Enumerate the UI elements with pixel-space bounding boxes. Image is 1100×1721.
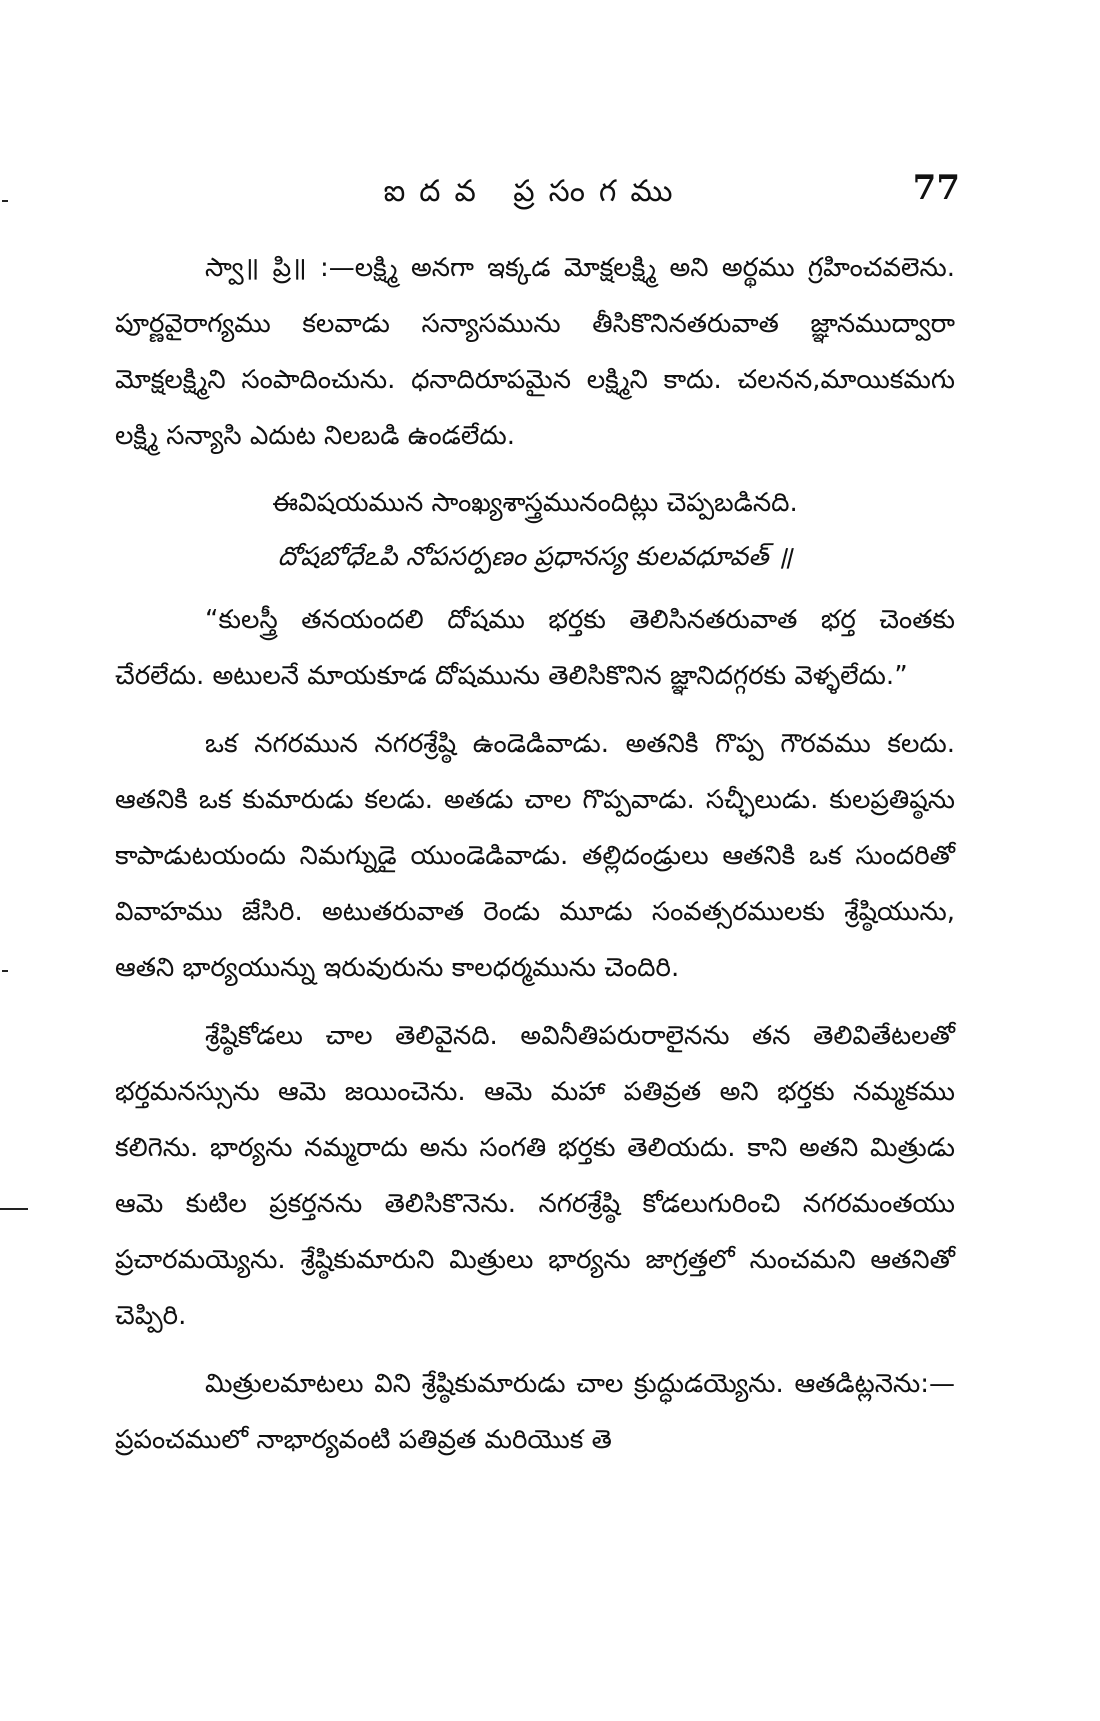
- page-header: [110, 168, 960, 228]
- paragraph-friends-words: మిత్రులమాటలు విని శ్రేష్ఠికుమారుడు చాల క్రుద్ధుడయ్యెను. ఆతడిట్లనెను:— ప్రపంచములో నాభార్యవంటి పతివ్రత మరియొక తె: [115, 1369, 955, 1455]
- scan-edge-mark: [2, 970, 8, 972]
- paragraph-sankhya-intro: ఈవిషయమున సాంఖ్యశాస్త్రమునందిట్లు చెప్పబడినది.: [272, 488, 798, 518]
- page-number: 77: [912, 168, 960, 208]
- paragraph-story-start: ఒక నగరమున నగరశ్రేష్ఠి ఉండెడివాడు. అతనికి గొప్ప గౌరవము కలదు. ఆతనికి ఒక కుమారుడు కలడు. అతడు చాల గొప్పవాడు. సచ్ఛీలుడు. కులప్రతిష్ఠను కాపాడుటయందు నిమగ్నుడై యుండెడివాడు. తల్లిదండ్రులు ఆతనికి ఒక సుందరితో వివాహము జేసిరి. అటుతరువాత రెండు మూడు సంవత్సరములకు శ్రేష్ఠియును, ఆతని భార్యయున్ను ఇరువురును కాలధర్మమును చెందిరి.: [115, 729, 955, 983]
- page-body: [115, 240, 955, 1480]
- scan-edge-line: [0, 1208, 28, 1210]
- paragraph-verse-meaning: “కులస్త్రీ తనయందలి దోషము భర్తకు తెలిసినతరువాత భర్త చెంతకు చేరలేదు. అటులనే మాయకూడ దోషమును తెలిసికొనిన జ్ఞానిదగ్గరకు వెళ్ళలేదు.”: [115, 605, 955, 691]
- running-head: ఐదవ ప్రసంగము: [383, 174, 687, 209]
- scan-edge-mark: [2, 200, 8, 202]
- paragraph-commentary: స్వా॥ ప్రి॥ :—లక్ష్మి అనగా ఇక్కడ మోక్షలక్ష్మి అని అర్థము గ్రహించవలెను. పూర్ణవైరాగ్యము కలవాడు సన్యాసమును తీసికొనినతరువాత జ్ఞానముద్వారా మోక్షలక్ష్మిని సంపాదించును. ధనాదిరూపమైన లక్ష్మిని కాదు. చలనన,మాయికమగు లక్ష్మి సన్యాసి ఎదుట నిలబడి ఉండలేదు.: [115, 253, 955, 451]
- sutra-verse: దోషబోధేఽపి నోపసర్పణం ప్రధానస్య కులవధూవత్ ॥: [277, 542, 793, 572]
- paragraph-daughter-in-law: శ్రేష్ఠికోడలు చాల తెలివైనది. అవినీతిపరురాలైనను తన తెలివితేటలతో భర్తమనస్సును ఆమె జయించెను. ఆమె మహా పతివ్రత అని భర్తకు నమ్మకము కలిగెను. భార్యను నమ్మరాదు అను సంగతి భర్తకు తెలియదు. కాని అతని మిత్రుడు ఆమె కుటిల ప్రకర్తనను తెలిసికొనెను. నగరశ్రేష్ఠి కోడలుగురించి నగరమంతయు ప్రచారమయ్యెను. శ్రేష్ఠికుమారుని మిత్రులు భార్యను జాగ్రత్తలో నుంచమని ఆతనితో చెప్పిరి.: [115, 1021, 955, 1331]
